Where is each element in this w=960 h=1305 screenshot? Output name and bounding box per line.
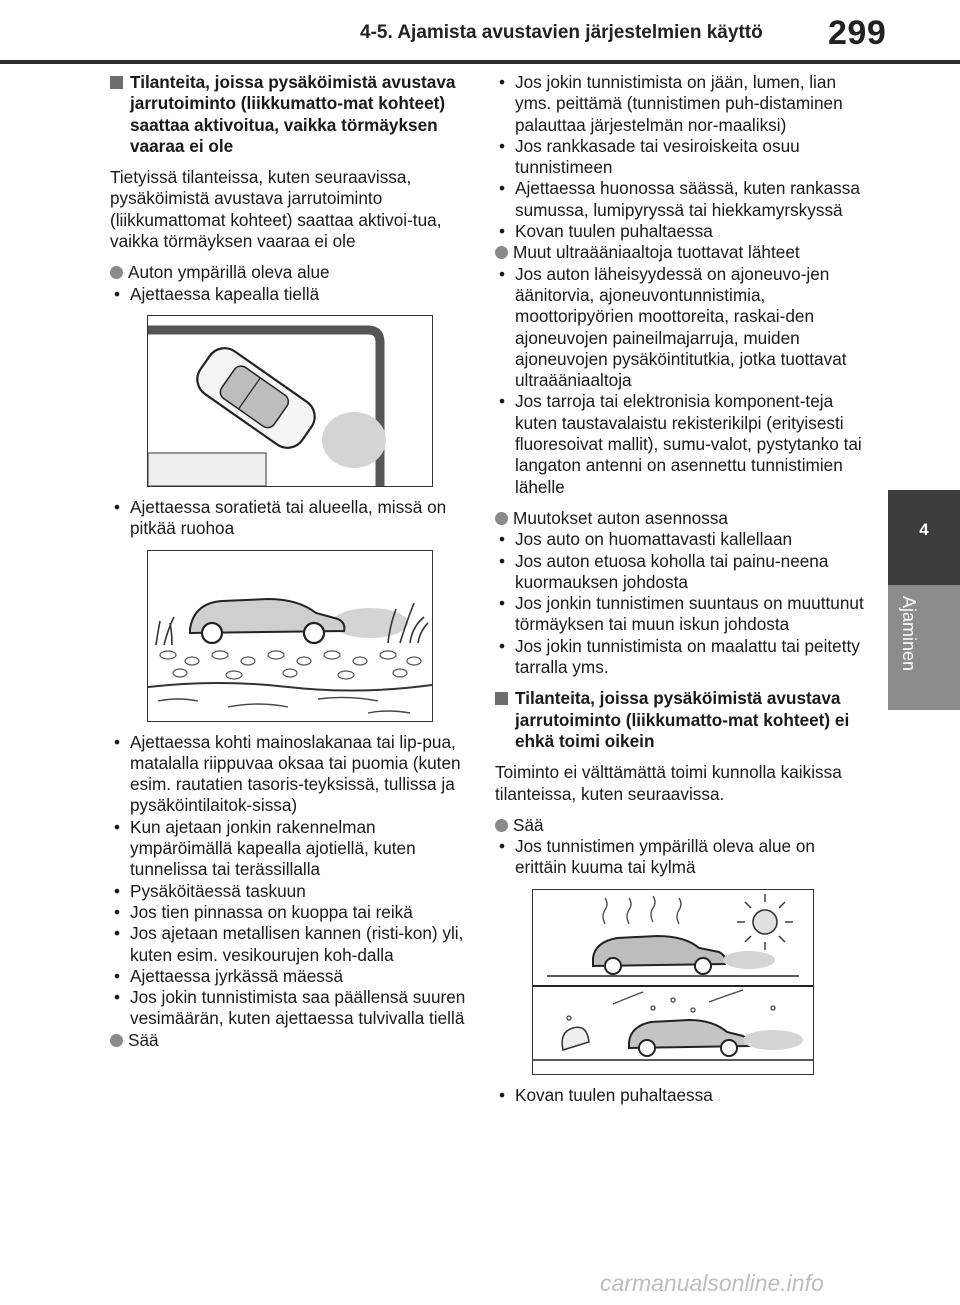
list-item: • Jos tien pinnassa on kuoppa tai reikä: [110, 902, 480, 923]
list-item: • Jos ajetaan metallisen kannen (risti-kon) yli, kuten esim. vesikourujen koh-dalla: [110, 923, 480, 966]
subheading-weather: Sää: [110, 1030, 480, 1051]
chapter-name: Ajaminen: [899, 596, 919, 672]
list-item: • Ajettaessa huonossa säässä, kuten rankassa sumussa, lumipyryssä tai hiekkamyrskyssä: [495, 178, 865, 221]
list-item: • Jos auton etuosa koholla tai painu-neena kuormauksen johdosta: [495, 551, 865, 594]
ultrasonic-group: [495, 242, 865, 498]
weather2-list-b: [495, 1085, 865, 1106]
list-item: • Jos jokin tunnistimista on jään, lumen, lian yms. peittämä (tunnistimen puh-distaminen palauttaa järjestelmän nor-maaliksi): [495, 72, 865, 136]
subheading-ultrasonic: Muut ultraääniaaltoja tuottavat lähteet: [495, 242, 865, 263]
intro-paragraph-2: Toiminto ei välttämättä toimi kunnolla kaikissa tilanteissa, kuten seuraavissa.: [495, 762, 842, 804]
square-marker-icon: [495, 692, 508, 705]
circle-bullet-icon: [110, 1034, 123, 1047]
list-item: • Ajettaessa soratietä tai alueella, missä on pitkää ruohoa: [110, 497, 480, 540]
subheading-posture: Muutokset auton asennossa: [495, 508, 865, 529]
chapter-number: 4: [919, 520, 929, 539]
section-heading-may-not-work: Tilanteita, joissa pysäköimistä avustava jarrutoiminto (liikkumatto-mat kohteet) ei ehkä toimi oikein: [495, 688, 865, 752]
square-marker-icon: [110, 76, 123, 89]
weather2-list-a: [495, 836, 865, 879]
intro-paragraph: Tietyissä tilanteissa, kuten seuraavissa, pysäköimistä avustava jarrutoiminto (liikkumattomat kohteet) saattaa aktivoi-tua, vaikka törmäyksen vaaraa ei ole: [110, 167, 442, 252]
list-item: • Jos tunnistimen ympärillä oleva alue on erittäin kuuma tai kylmä: [495, 836, 865, 879]
hot-cold-illustration: [532, 889, 814, 1075]
posture-group: [495, 508, 865, 678]
surroundings-list-c: [110, 732, 480, 1030]
list-item: • Pysäköitäessä taskuun: [110, 881, 480, 902]
header-rule: [0, 60, 960, 64]
circle-bullet-icon: [495, 246, 508, 259]
circle-bullet-icon: [110, 266, 123, 279]
list-item: • Jos tarroja tai elektronisia komponent-teja kuten taustavalaistu rekisterikilpi (erityisesti fluoresoivat mallit), sumu-valot, pystytanko tai langaton antenni on asennettu tunnistimien lähelle: [495, 391, 865, 497]
surroundings-list-a: [110, 284, 480, 305]
list-item: • Kovan tuulen puhaltaessa: [495, 1085, 865, 1106]
list-item: • Kun ajetaan jonkin rakennelman ympäröimällä kapealla ajotiellä, kuten tunnelissa tai terässillalla: [110, 817, 480, 881]
page-number: 299: [828, 14, 887, 52]
subheading-surroundings: Auton ympärillä oleva alue: [110, 262, 480, 283]
list-item: • Jos auton läheisyydessä on ajoneuvo-jen äänitorvia, ajoneuvontunnistimia, moottoripyörien moottoreita, raskai-den ajoneuvojen paineilmajarruja, muiden ajoneuvojen pysäköintitutkia, jotka tuottavat ultraääniaaltoja: [495, 264, 865, 392]
subheading-weather-2: Sää: [495, 815, 865, 836]
surroundings-list-b: [110, 497, 480, 540]
weather-list: [495, 72, 865, 242]
list-item: • Jos auto on huomattavasti kallellaan: [495, 529, 865, 550]
gravel-road-image: [148, 551, 432, 721]
ultrasonic-list: [495, 264, 865, 498]
right-column: [495, 72, 865, 1106]
list-item: • Kovan tuulen puhaltaessa: [495, 221, 865, 242]
list-item: • Jos jokin tunnistimista saa päällensä suuren vesimäärän, kuten ajettaessa tulvivalla tiellä: [110, 987, 480, 1030]
circle-bullet-icon: [495, 819, 508, 832]
list-item: • Jos jonkin tunnistimen suuntaus on muuttunut törmäyksen tai muun iskun johdosta: [495, 593, 865, 636]
narrow-road-image: [148, 316, 432, 486]
narrow-road-illustration: [147, 315, 433, 487]
list-item: • Jos jokin tunnistimista on maalattu tai peitetty tarralla yms.: [495, 636, 865, 679]
list-item: • Ajettaessa kapealla tiellä: [110, 284, 480, 305]
gravel-grass-illustration: [147, 550, 433, 722]
hot-cold-image: [533, 890, 813, 1074]
watermark-text: carmanualsonline.info: [600, 1270, 824, 1296]
section-title: 4-5. Ajamista avustavien järjestelmien käyttö: [360, 22, 763, 43]
left-column: [110, 72, 480, 1051]
section-heading-false-activation: Tilanteita, joissa pysäköimistä avustava jarrutoiminto (liikkumatto-mat kohteet) saattaa aktivoitua, vaikka törmäyksen vaaraa ei ole: [110, 72, 480, 157]
circle-bullet-icon: [495, 512, 508, 525]
list-item: • Ajettaessa kohti mainoslakanaa tai lip-pua, matalalla riippuvaa oksaa tai puomia (kuten esim. rautatien tasoris-teyksissä, tullissa ja pysäköintilaitok-sissa): [110, 732, 480, 817]
posture-list: [495, 529, 865, 678]
list-item: • Ajettaessa jyrkässä mäessä: [110, 966, 480, 987]
list-item: • Jos rankkasade tai vesiroiskeita osuu tunnistimeen: [495, 136, 865, 179]
